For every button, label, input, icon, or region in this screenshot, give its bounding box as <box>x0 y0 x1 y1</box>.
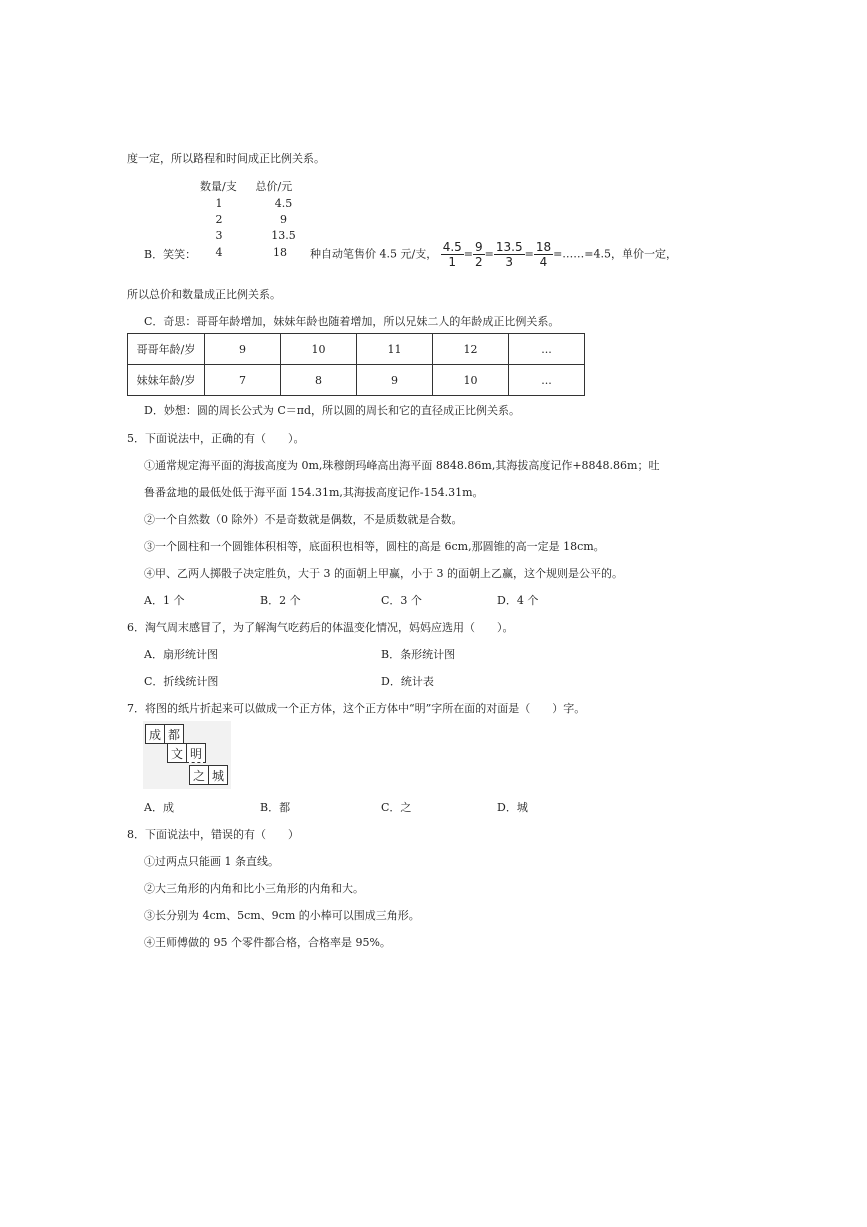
age-table <box>127 333 585 396</box>
option-d: D．妙想：圆的周长公式为 C＝πd，所以圆的周长和它的直径成正比例关系。 <box>144 404 521 417</box>
age-table-cell: 9 <box>205 334 281 365</box>
option-b-text: 种自动笔售价 4.5 元/支， <box>310 247 438 261</box>
q5-option-a[interactable]: A．1 个 <box>144 594 185 607</box>
q6-option-d[interactable]: D．统计表 <box>381 675 434 688</box>
option-b-formula: 种自动笔售价 4.5 元/支， $\frac{4.5}{1}$ = $\frac{9}{2}$ = $\frac{13.5}{3}$ = $\frac{18}{4}$ =……=4.5，单价一定， <box>310 240 678 269</box>
option-b-tail: =……=4.5，单价一定， <box>553 247 678 261</box>
q8-statement-3: ③长分别为 4cm、5cm、9cm 的小棒可以围成三角形。 <box>144 909 420 922</box>
q5-statement-2: ②一个自然数（0 除外）不是奇数就是偶数，不是质数就是合数。 <box>144 513 463 526</box>
cube-net-cell: 城 <box>208 765 228 785</box>
q7-option-d[interactable]: D．城 <box>497 801 528 814</box>
q8-statement-4: ④王师傅做的 95 个零件都合格，合格率是 95%。 <box>144 936 391 949</box>
q8-statement-1: ①过两点只能画 1 条直线。 <box>144 855 279 868</box>
cube-net-cell: 之 <box>189 765 209 785</box>
q7-option-b[interactable]: B．都 <box>260 801 291 814</box>
q7-option-c[interactable]: C．之 <box>381 801 412 814</box>
price-table <box>200 178 316 244</box>
price-table-cell: 4.5 <box>274 197 293 210</box>
price-table-header: 数量/支 <box>200 180 237 193</box>
text-line: 度一定，所以路程和时间成正比例关系。 <box>127 152 325 165</box>
option-b-line2: 所以总价和数量成正比例关系。 <box>127 288 281 301</box>
q5-statement-1: ①通常规定海平面的海拔高度为 0m,珠穆朗玛峰高出海平面 8848.86m,其海拔高度记作+8848.86m；吐 <box>144 459 660 472</box>
price-table-row-4 <box>200 246 310 259</box>
price-table-cell: 4 <box>215 246 223 259</box>
cube-net-cell: 都 <box>164 724 184 744</box>
age-table-label: 妹妹年龄/岁 <box>128 365 205 396</box>
age-table-cell: 8 <box>281 365 357 396</box>
price-table-cell: 9 <box>280 213 287 226</box>
cube-net-cell: 文 <box>167 743 187 763</box>
question-5-stem: 5．下面说法中，正确的有（ ）。 <box>127 432 305 445</box>
age-table-cell: 12 <box>433 334 509 365</box>
price-table-cell: 13.5 <box>271 229 296 242</box>
age-table-cell: 10 <box>433 365 509 396</box>
option-c: C．奇思：哥哥年龄增加，妹妹年龄也随着增加，所以兄妹二人的年龄成正比例关系。 <box>144 315 560 328</box>
price-table-cell: 2 <box>215 213 223 226</box>
option-b-label: B．笑笑： <box>144 248 197 261</box>
q6-option-b[interactable]: B．条形统计图 <box>381 648 456 661</box>
q7-option-a[interactable]: A．成 <box>144 801 174 814</box>
price-table-header: 总价/元 <box>255 180 293 193</box>
price-table-cell: 18 <box>273 246 287 259</box>
cube-net-cell: 明 <box>186 743 206 763</box>
q5-statement-4: ④甲、乙两人掷骰子决定胜负，大于 3 的面朝上甲赢，小于 3 的面朝上乙赢，这个规则是公平的。 <box>144 567 623 580</box>
question-7-stem: 7．将图的纸片折起来可以做成一个正方体，这个正方体中“明”字所在面的对面是（ ）字。 <box>127 702 586 715</box>
q8-statement-2: ②大三角形的内角和比小三角形的内角和大。 <box>144 882 364 895</box>
cube-net-cell: 成 <box>145 724 165 744</box>
price-table-cell: 1 <box>215 197 223 210</box>
q6-option-a[interactable]: A．扇形统计图 <box>144 648 218 661</box>
question-6-stem: 6．淘气周末感冒了，为了解淘气吃药后的体温变化情况，妈妈应选用（ ）。 <box>127 621 514 634</box>
age-table-cell: 7 <box>205 365 281 396</box>
question-8-stem: 8．下面说法中，错误的有（ ） <box>127 828 299 841</box>
age-table-cell: ... <box>509 365 585 396</box>
q6-option-c[interactable]: C．折线统计图 <box>144 675 219 688</box>
age-table-cell: 9 <box>357 365 433 396</box>
fraction: $\frac{13.5}{3}$ <box>495 240 523 269</box>
table-row <box>128 365 585 396</box>
q5-statement-1-cont: 鲁番盆地的最低处低于海平面 154.31m,其海拔高度记作-154.31m。 <box>144 486 484 499</box>
price-table-cell: 3 <box>215 229 223 242</box>
age-table-cell: 10 <box>281 334 357 365</box>
table-row <box>128 334 585 365</box>
q5-option-c[interactable]: C．3 个 <box>381 594 422 607</box>
fraction: $\frac{18}{4}$ <box>535 240 552 269</box>
fraction: $\frac{9}{2}$ <box>475 240 483 269</box>
q5-option-b[interactable]: B．2 个 <box>260 594 301 607</box>
q5-statement-3: ③一个圆柱和一个圆锥体积相等，底面积也相等，圆柱的高是 6cm,那圆锥的高一定是 18cm。 <box>144 540 605 553</box>
age-table-cell: 11 <box>357 334 433 365</box>
age-table-cell: ... <box>509 334 585 365</box>
q5-option-d[interactable]: D．4 个 <box>497 594 539 607</box>
age-table-label: 哥哥年龄/岁 <box>128 334 205 365</box>
fraction: $\frac{4.5}{1}$ <box>442 240 462 269</box>
